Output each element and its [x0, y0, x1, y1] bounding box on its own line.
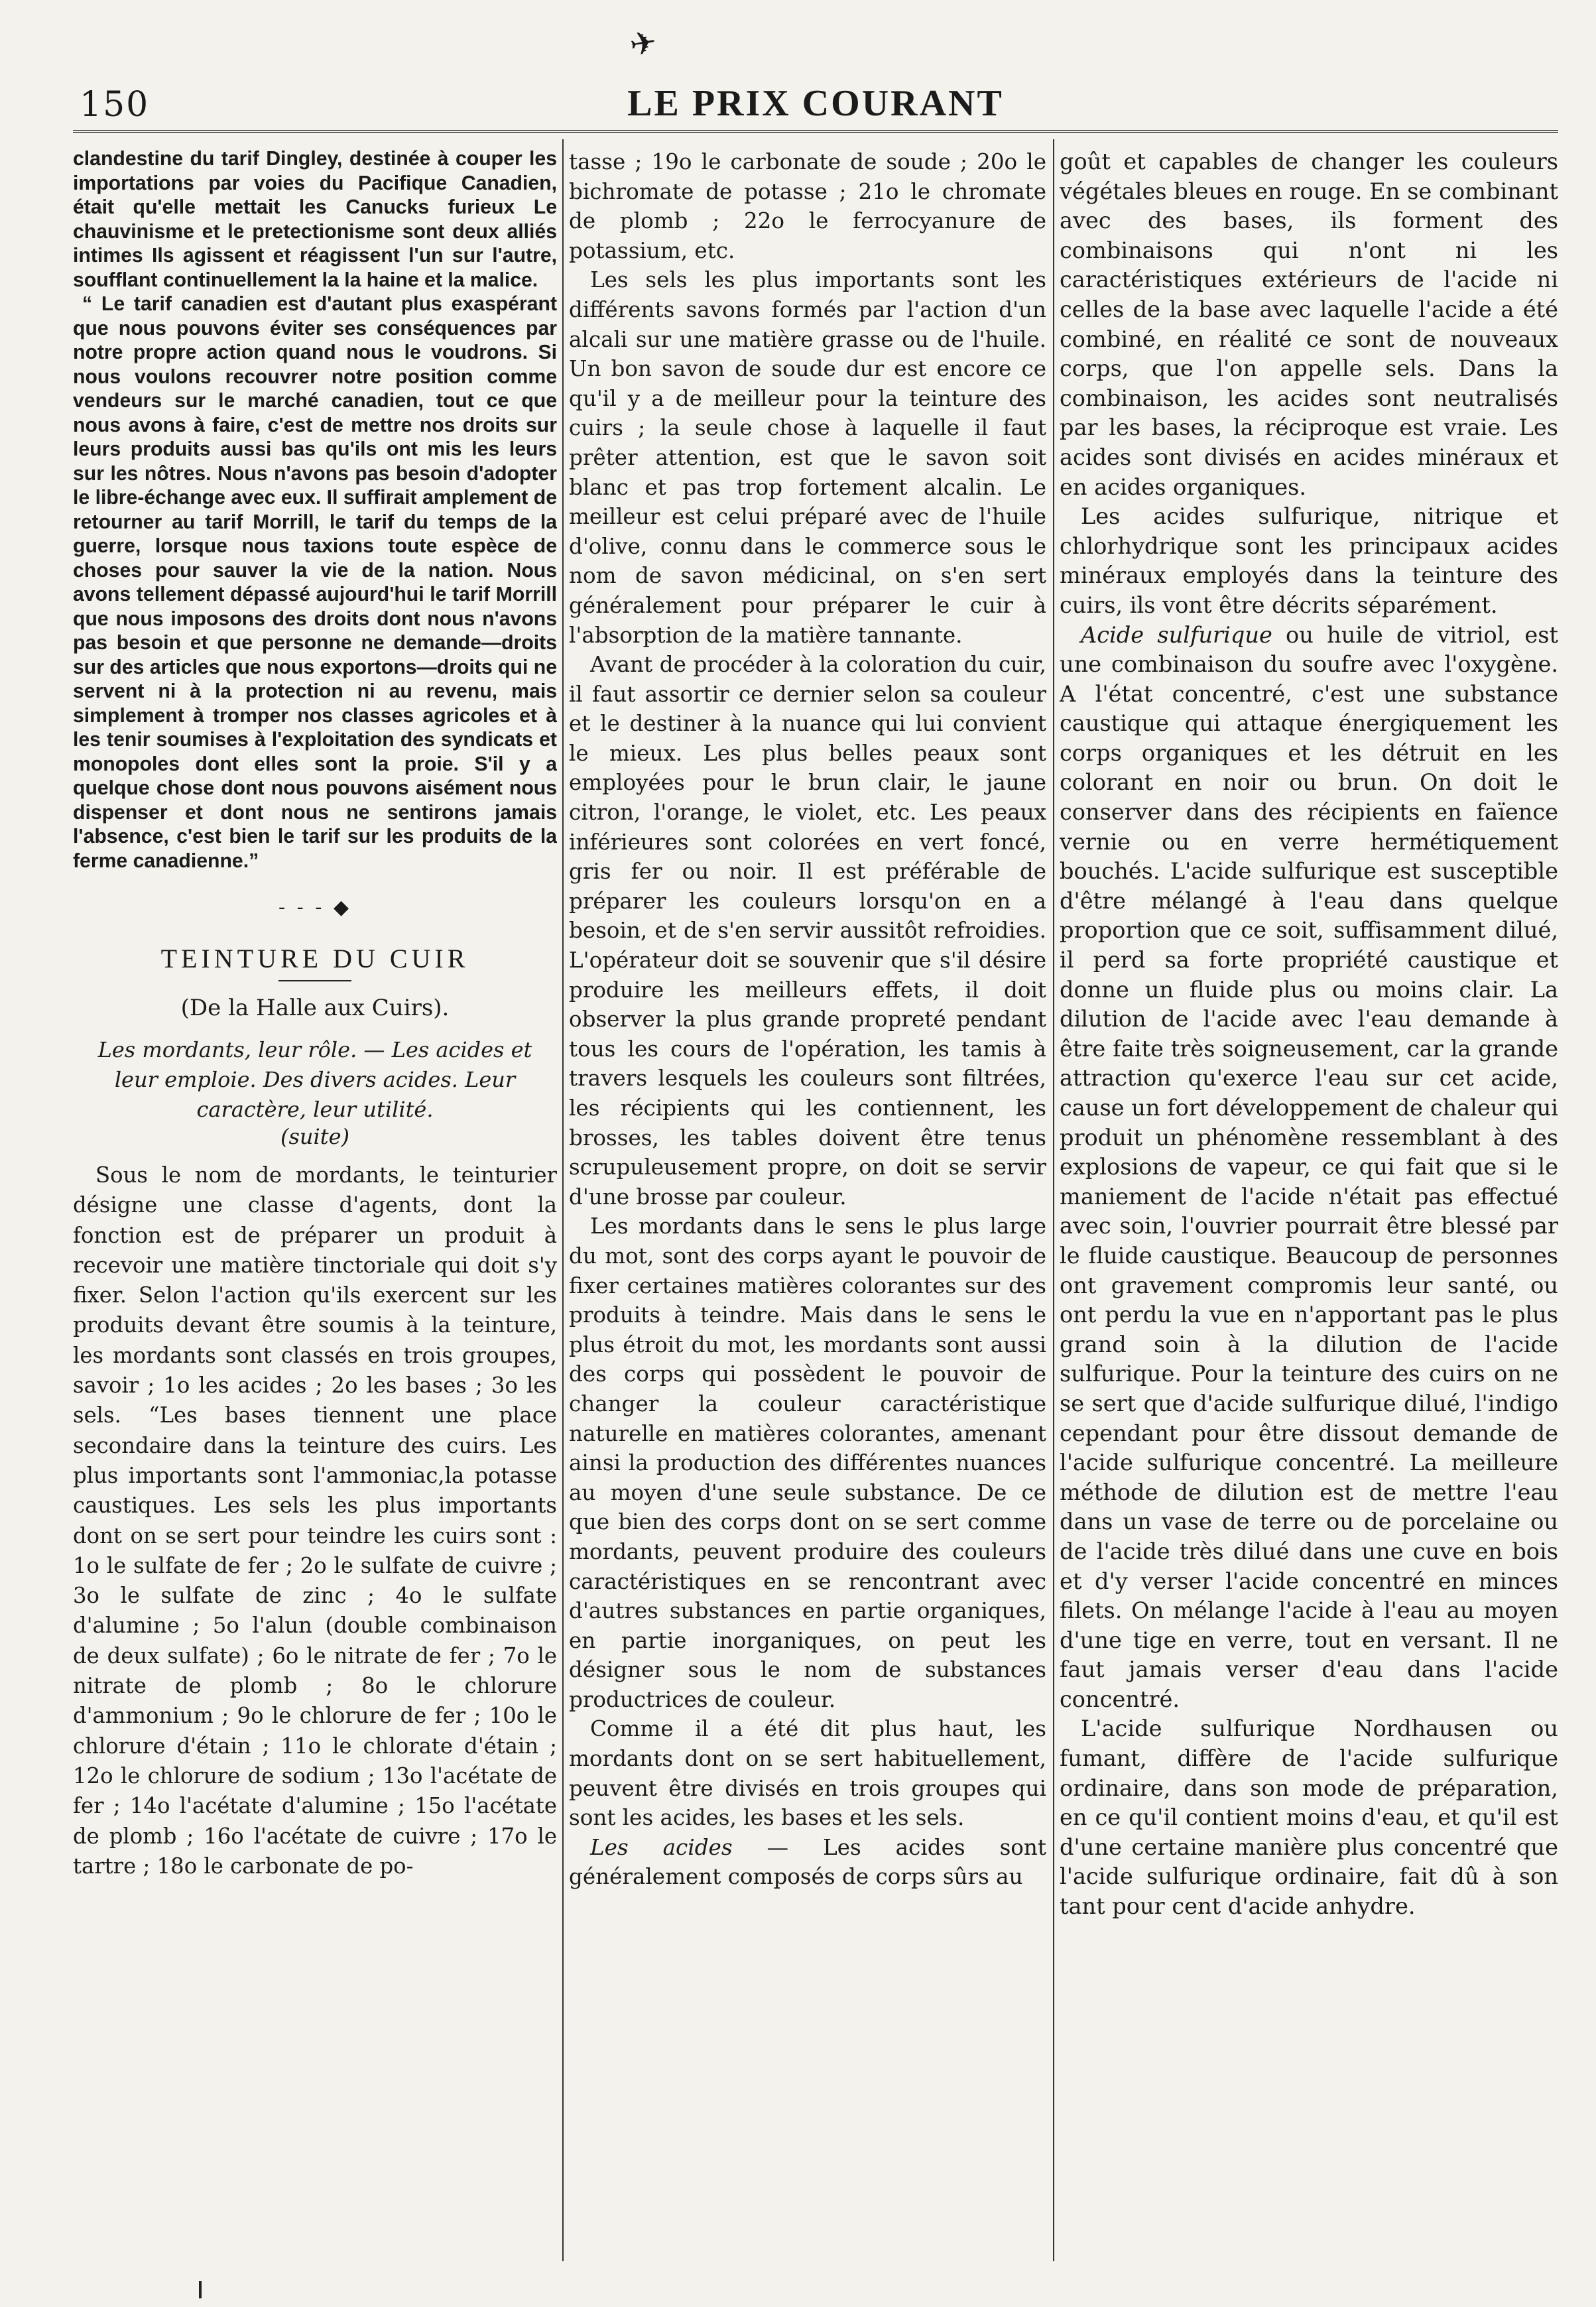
paragraph: Sous le nom de mordants, le teinturier désigne une classe d'agents, dont la fonction est de préparer un produit à recevoir une matière tinctoriale qui doit s'y fixer. Selon l'action qu'ils exercent sur les produits devant être soumis à la teinture, les mordants sont classés en trois groupes, savoir ; 1o les acides ; 2o les bases ; 3o les sels. “Les bases tiennent une place secondaire dans la teinture des cuirs. Les plus importants sont l'ammoniac,la potasse caustiques. Les sels les plus importants dont on se sert pour teindre les cuirs sont : 1o le sulfate de fer ; 2o le sulfate de cuivre ; 3o le sulfate de zinc ; 4o le sulfate d'alumine ; 5o l'alun (double combinaison de deux sulfate) ; 6o le nitrate de fer ; 7o le nitrate de plomb ; 8o le chlorure d'ammonium ; 9o le chlorure de fer ; 10o le chlorure d'étain ; 11o le chlorate d'étain ; 12o le chlorure de sodium ; 13o l'acétate de fer ; 14o l'acétate d'alumine ; 15o l'acétate de plomb ; 16o l'acétate de cuivre ; 17o le tartre ; 18o le carbonate de po- — [73, 1162, 557, 1879]
section-term: Les acides — [590, 1834, 733, 1860]
column-2 — [569, 147, 1046, 2256]
paragraph: goût et capables de changer les couleurs végétales bleues en rouge. En se combinant avec des bases, ils forment des combinaisons qui n'ont ni les caractéristiques extérieurs de l'acide ni celles de la base avec laquelle l'acide a été combiné, en réalité ce sont de nouveaux corps, que l'on appelle sels. Dans la combinaison, les acides sont neutralisés par les bases, la réciproque est vraie. Les acides sont divisés en acides minéraux et en acides organiques. — [1060, 149, 1558, 500]
column-divider — [562, 139, 564, 2261]
article-title: TEINTURE DU CUIR — [160, 943, 469, 973]
printer-mark-icon: ✈ — [627, 23, 660, 65]
header-rule — [73, 130, 1558, 133]
margin-mark — [199, 2281, 202, 2298]
page-header — [73, 80, 1558, 133]
paragraph: Les acides sulfurique, nitrique et chlorhydrique sont les principaux acides minéraux employés dans la teinture des cuirs, ils vont être décrits séparément. — [1060, 503, 1558, 618]
title-rule — [278, 980, 351, 981]
continuation-note: (suite) — [280, 1123, 350, 1149]
paragraph: Avant de procéder à la coloration du cuir, il faut assortir ce dernier selon sa couleur et le destiner à la nuance qui lui convient le mieux. Les plus belles peaux sont employées pour le brun clair, le jaune citron, l'orange, le violet, etc. Les peaux inférieures sont colorées en vert foncé, gris fer ou noir. Il est préférable de préparer les couleurs lorsqu'on en a besoin, et de s'en servir aussitôt refroidies. L'opérateur doit se souvenir que s'il désire produire les meilleurs effets, il doit observer la plus grande propreté pendant tous les cours de l'opération, les tamis à travers lesquels les couleurs sont filtrées, les récipients qui les contiennent, les brosses, les tables doivent être tenus scrupuleusement propre, on doit se servir d'une brosse par couleur. — [569, 652, 1046, 1210]
section-separator: - - - ◆ — [278, 896, 352, 919]
running-title: LE PRIX COURANT — [627, 83, 1004, 124]
paragraph: L'acide sulfurique Nordhausen ou fumant, diffère de l'acide sulfurique ordinaire, dans son mode de préparation, en ce qu'il contient moins d'eau, et qu'il est d'une certaine manière plus concentré que l'acide sulfurique ordinaire, fait dû à son tant pour cent d'acide anhydre. — [1060, 1715, 1558, 1920]
paragraph — [1060, 621, 1558, 1715]
paragraph — [569, 1833, 1046, 1892]
column-divider — [1053, 139, 1054, 2261]
page-number: 150 — [80, 85, 150, 125]
paragraph: clandestine du tarif Dingley, destinée à couper les importations par voies du Pacifique Canadien, était qu'elle mettait les Canucks furieux Le chauvinisme et le pretectionisme sont deux alliés intimes Ils agissent et réagissent l'un sur l'autre, soufflant continuellement la la haine et la malice. — [73, 148, 557, 291]
paragraph: Comme il a été dit plus haut, les mordants dont on se sert habituellement, peuvent être divisés en trois groupes qui sont les acides, les bases et les sels. — [569, 1716, 1046, 1831]
paragraph-text: ou huile de vitriol, est une combinaison du soufre avec l'oxygène. A l'état concentré, c'est une substance caustique qui attaque énergiquement les corps organiques et les détruit en les colorant en noir ou brun. On doit le conserver dans des récipients en faïence vernie ou en verre hermétiquement bouchés. L'acide sulfurique est susceptible d'être mélangé à l'eau dans quelque proportion que ce soit, suffisamment dilué, il perd sa forte propriété caustique et donne un fluide plus ou moins clair. La dilution de l'acide avec l'eau demande à être faite très soigneusement, car la grande attraction qu'exerce l'eau sur cet acide, cause un fort développement de chaleur qui produit un phénomène ressemblant à des explosions de vapeur, ce qui fait que si le maniement de l'acide n'était pas effectué avec soin, l'ouvrier pourrait être blessé par le fluide caustique. Beaucoup de personnes ont gravement compromis leur santé, ou ont perdu la vue en n'apportant pas le plus grand soin à la dilution de l'acide sulfurique. Pour la teinture des cuirs on ne se sert que d'acide sulfurique dilué, l'indigo cependant pour être dissout demande de l'acide sulfurique concentré. La meilleure méthode de dilution est de mettre l'eau dans un vase de terre ou de porcelaine ou de l'acide très dilué dans une cuve en bois et d'y verser l'acide concentré en minces filets. On mélange l'acide à l'eau au moyen d'une tige en verre, tout en versant. Il ne faut jamais verser d'eau dans l'acide concentré. — [1060, 621, 1558, 1712]
article-body — [73, 1160, 557, 1881]
paragraph: Les mordants dans le sens le plus large du mot, sont des corps ayant le pouvoir de fixer certaines matières colorantes sur des produits à teindre. Mais dans le sens le plus étroit du mot, les mordants sont aussi des corps qui possèdent le pouvoir de changer la couleur caractéristique naturelle en matières colorantes, amenant ainsi la production des différentes nuances au moyen d'une seule substance. De ce que bien des corps dont on se sert comme mordants, peuvent produire des couleurs caractéristiques en se rencontrant avec d'autres substances en partie organiques, en partie inorganiques, on peut les désigner sous le nom de substances productrices de couleur. — [569, 1214, 1046, 1712]
article-subtitle: Les mordants, leur rôle. — Les acides et leur emploie. Des divers acides. Leur caractère, leur utilité. — [97, 1036, 532, 1122]
paragraph-text: — Les acides sont généralement composés de corps sûrs au — [569, 1834, 1046, 1890]
article-source: (De la Halle aux Cuirs). — [180, 995, 450, 1021]
section-term: Acide sulfurique — [1081, 621, 1272, 648]
column-3 — [1060, 147, 1558, 2256]
paragraph: tasse ; 19o le carbonate de soude ; 20o le bichromate de potasse ; 21o le chromate de plomb ; 22o le ferrocyanure de potassium, etc. — [569, 149, 1046, 263]
column-1 — [73, 147, 557, 2256]
paragraph: “ Le tarif canadien est d'autant plus exaspérant que nous pouvons éviter ses conséquences par notre propre action quand nous le voudrons. Si nous voulons recouvrer notre position comme vendeurs sur le marché canadien, tout ce que nous avons à faire, c'est de mettre nos droits sur leurs produits aussi bas qu'ils ont mis les leurs sur les nôtres. Nous n'avons pas besoin d'adopter le libre-échange avec eux. Il suffirait amplement de retourner au tarif Morrill, le tarif du temps de la guerre, lorsque nous taxions toute espèce de choses pour sauver la vie de la nation. Nous avons tellement dépassé aujourd'hui le tarif Morrill que nous imposons des droits dont nous n'avons pas besoin et que personne ne demande—droits sur des articles que nous exportons—droits qui ne servent ni à la protection ni au revenu, mais simplement à tromper nos classes agricoles et à les tenir soumises à l'exploitation des syndicats et monopoles dont elles sont la proie. S'il y a quelque chose dont nous pouvons aisément nous dispenser et dont nous ne sentirons jamais l'absence, c'est bien le tarif sur les produits de la ferme canadienne.” — [73, 293, 557, 872]
editorial-continuation — [73, 147, 557, 873]
paragraph: Les sels les plus importants sont les différents savons formés par l'action d'un alcali sur une matière grasse ou de l'huile. Un bon savon de soude dur est encore ce qu'il y a de meilleur pour la teinture des cuirs ; la seule chose à laquelle il faut prêter attention, est que le savon soit blanc et pas trop fortement alcalin. Le meilleur est celui préparé avec de l'huile d'olive, connu dans le commerce sous le nom de savon médicinal, on s'en sert généralement pour préparer le cuir à l'absorption de la matière tannante. — [569, 267, 1046, 648]
